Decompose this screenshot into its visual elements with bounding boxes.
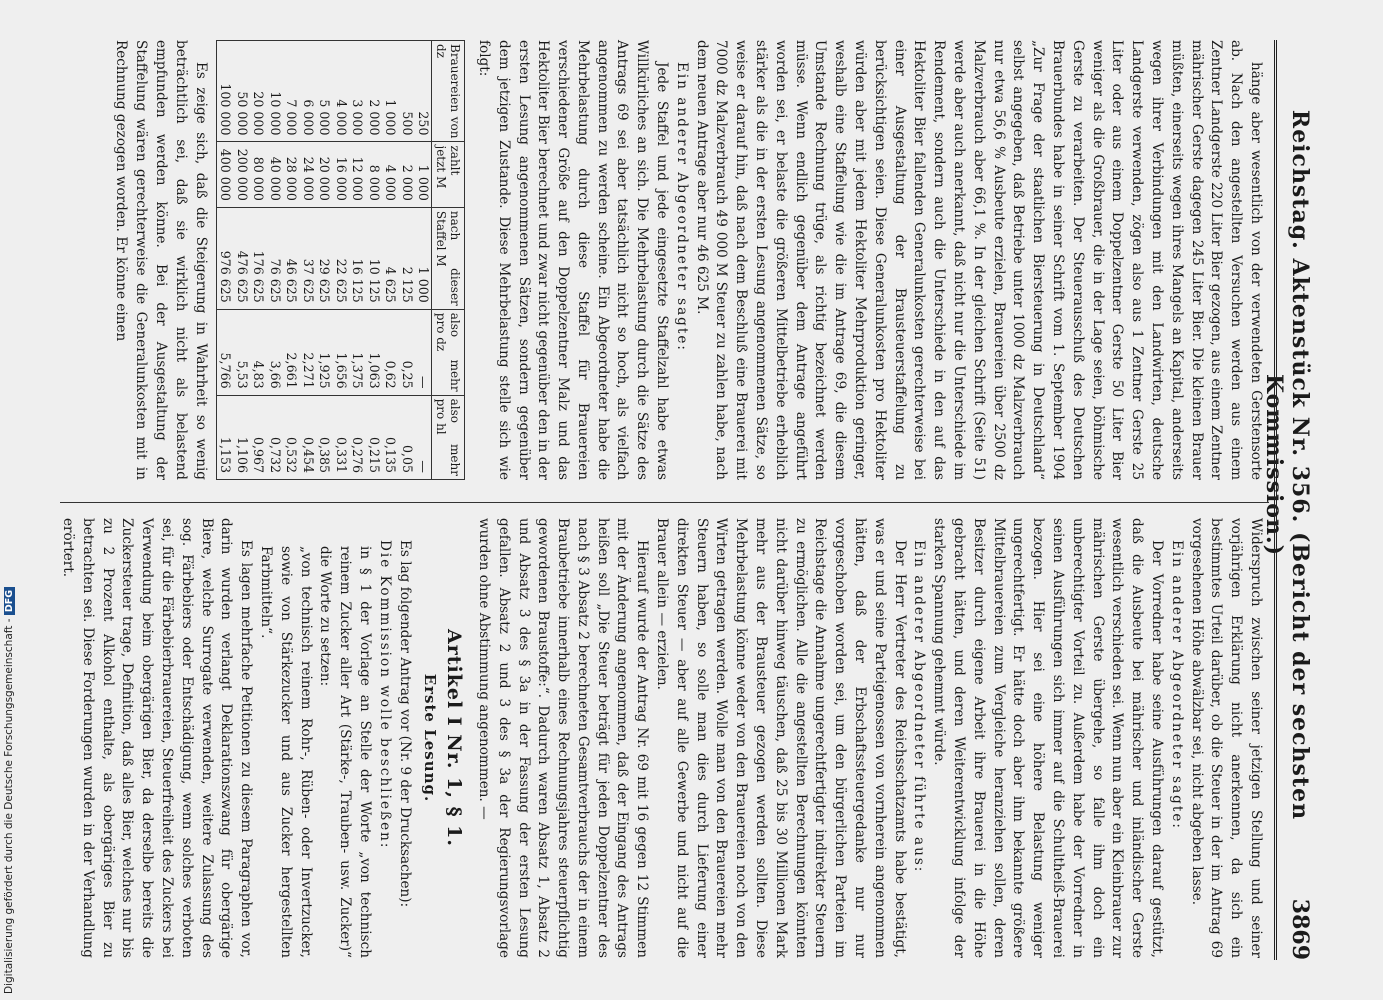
table-cell: 0,215 (365, 395, 382, 479)
table-cell: 20 000 (250, 41, 267, 142)
page-number: 3869 (1287, 898, 1313, 960)
table-cell: 40 000 (266, 142, 283, 207)
paragraph: Ein anderer Abgeordneter sagte: (1168, 540, 1185, 830)
table-cell: 28 000 (283, 142, 300, 207)
table-cell: — (415, 395, 432, 479)
table-cell: 10 000 (266, 41, 283, 142)
table-row (332, 41, 349, 480)
text-column-right (59, 518, 1265, 958)
table-cell: 0,732 (266, 395, 283, 479)
table-cell: 6 000 (299, 41, 316, 142)
table-cell: 22 625 (332, 207, 349, 309)
table-cell: 0,62 (382, 309, 399, 395)
table-cell: 250 (415, 41, 432, 142)
table-cell: 1 000 (382, 41, 399, 142)
table-cell: 2,271 (299, 309, 316, 395)
text-column-left (70, 40, 1265, 480)
table-cell: 5,766 (216, 309, 233, 395)
table-cell: 12 000 (349, 142, 366, 207)
table-cell: 200 000 (233, 142, 250, 207)
paragraph: Der Herr Vertreter des Reichsschatzamts habe bestätigt, was er und seine Parteigenossen von vornherein angenommen hätten, daß der Erbschaftssteuergedanke nur nur vorgeschoben worden sei, um den bürgerlichen Parteien im Reichstage die Annahme ungerechtfertigter indirekter Steuern zu ermöglichen. Alle die angestellten Berechnungen könnten nicht darüber hinweg täuschen, daß 25 bis 30 Millionen Mark mehr aus der Brausteuer gezogen werden sollten. Diese Mehrbelastung könne weder von den Brauereien noch von den Wirten getragen werden. Wolle man von den Brauereien mehr Steuern haben, so solle man dies durch Lieferung einer direkten Steuer — aber auf alle Gewerbe und nicht auf die Brauer allein — erzielen. (654, 518, 908, 958)
table-cell: 76 625 (266, 207, 283, 309)
paragraph: Der Vorredner habe seine Ausführungen darauf gestützt, daß die Ausbeute bei mährischer und inländischer Gerste wesentlich verschieden sei. Wenn nun aber ein Kleinbrauer zur mährischen Gerste übergehe, so falle ihm doch ein unberechtigter Vorteil zu. Außerdem habe der Vorredner in seinen Ausführungen sich immer auf die Schultheiß-Brauerei bezogen. Hier sei eine höhere Belastung weniger ungerechtfertigt. Er hätte doch aber ihm bekannte größere Mittelbrauereien zum Vergleiche heranziehen sollen, deren Besitzer durch eigene Arbeit ihre Brauerei in die Höhe gebracht hätten, und deren Weiterentwicklung infolge der starken Spannung gehemmt würde. (931, 518, 1166, 958)
table-row (250, 41, 267, 480)
table-cell: 976 625 (216, 207, 233, 309)
table-header: zahlt jetzt M (432, 142, 465, 207)
paragraph: hänge aber wesentlich von der verwendeten Gerstensorte ab. Nach den angestellten Versuchen werden aus einem Zentner Landgerste 220 Liter Bier gezogen, aus einem Zentner mährischer Gerste dagegen 245 Liter Bier. Die kleinen Brauer müßten, einerseits wegen ihres Mangels an Kapital, anderseits wegen ihrer Verbindungen mit den Landwirten, deutsche Landgerste verwenden, zögen also aus 1 Zentner Gerste 25 Liter oder aus einem Doppelzentner Gerste 50 Liter Bier weniger als die Großbrauer, die in der Lage seien, böhmische Gerste zu verarbeiten. Der Steuerausschuß des Deutschen Brauerbundes habe in seiner Schrift vom 1. September 1904 „Zur Frage der staatlichen Biersteuerung in Deutschland“ selbst angegeben, daß Betriebe unter 1000 dz Malzverbrauch nur etwa 56,6 % Ausbeute erzielen, Brauereien über 2500 dz Malzverbrauch aber 66,1 %. In der gleichen Schrift (Seite 51) werde aber auch anerkannt, daß nicht nur die Unterschiede im Rendement, sondern auch die Unterschiede in den auf das Hektoliter Bier fallenden Generalunkosten gerechterweise bei einer Ausgestaltung der Brausteuerstaffelung zu berücksichtigen seien. Diese Generalunkosten pro Hektoliter würden aber mit jedem Hektoliter Mehrproduktion geringer, weshalb eine Staffelung wie die im Antrage 69, die diesem Umstande Rechnung trüge, als richtig bezeichnet werden müsse. Wenn endlich gegenüber dem Antrage angeführt worden sei, er belaste die größeren Mittelbetriebe erheblich stärker als die in der ersten Lesung angenommenen Sätze, so weise er darauf hin, daß nach dem Beschluß eine Brauerei mit 7000 dz Malzverbrauch 49 000 M Steuer zu zahlen habe, nach dem neuen Antrage aber nur 46 625 M. (693, 40, 1264, 480)
credit-text: Digitalisierung gefördert durch die Deutsche Forschungsgemeinschaft - (3, 618, 15, 994)
table-cell: 2 125 (398, 207, 415, 309)
table-header: also mehr pro dz (432, 309, 465, 395)
column-divider (60, 502, 1269, 503)
table-cell: 0,454 (299, 395, 316, 479)
table-cell: 24 000 (299, 142, 316, 207)
digitization-credit (3, 589, 19, 994)
table-row (398, 41, 415, 480)
dfg-logo-icon: DFG (4, 587, 15, 615)
table-cell: 0,276 (349, 395, 366, 479)
table-row (216, 41, 233, 480)
table-cell: — (415, 309, 432, 395)
table-cell: 0,25 (398, 309, 415, 395)
paragraph: in § 1 der Vorlage an Stelle der Worte „von technisch reinem Zucker aller Art (Stärke-, Trauben- usw. Zucker)“ die Worte zu setzen: (317, 546, 373, 958)
credit-line (3, 589, 19, 994)
table-row (382, 41, 399, 480)
table-header: also mehr pro hl (432, 395, 465, 479)
article-heading: Artikel I Nr. 1, § 1. (443, 628, 466, 848)
header-title: Reichstag. Aktenstück Nr. 356. (Bericht der sechsten Kommission.) (1261, 109, 1313, 821)
table-cell: 1 000 (415, 142, 432, 207)
table-cell: 0,05 (398, 395, 415, 479)
table-cell: 10 125 (365, 207, 382, 309)
table-row (266, 41, 283, 480)
table-row (283, 41, 300, 480)
table-cell: 16 125 (349, 207, 366, 309)
table-cell: 0,135 (382, 395, 399, 479)
table-row (365, 41, 382, 480)
page-header (1261, 40, 1315, 960)
table-cell: 0,532 (283, 395, 300, 479)
table-cell: 3 000 (349, 41, 366, 142)
paragraph: Es zeige sich, daß die Steigerung in Wahrheit so wenig beträchtlich sei, daß sie wirklich nicht als belastend empfunden werden könne. Bei der Ausgestaltung der Staffelung wären gerechterweise die Generalunkosten mit in Rechnung gezogen worden. Er könne einen (113, 40, 209, 480)
table-cell: 4 000 (332, 41, 349, 142)
table-cell: 0,385 (316, 395, 333, 479)
table-cell: 8 000 (365, 142, 382, 207)
table-cell: 500 (398, 41, 415, 142)
table-cell: 2 000 (398, 142, 415, 207)
table-body (216, 41, 432, 480)
paragraph: „von technisch reinem Rohr-, Rüben- oder Invertzucker, sowie von Stärkezucker und aus Zucker hergestellten Farbmitteln“. (257, 546, 314, 958)
table-cell: 5 000 (316, 41, 333, 142)
brewery-tax-table (216, 40, 466, 480)
paragraph: Hierauf wurde der Antrag Nr. 69 mit 16 gegen 12 Stimmen mit der Änderung angenommen, daß der Eingang des Antrags heißen soll „Die Steuer beträgt für jeden Doppelzentner des nach § 3 Absatz 2 berechneten Gesamtverbrauchs der in einem Braubetriebe innerhalb eines Rechnungsjahres steuerpflichtig gewordenen Braustoffe:“. Dadurch waren Absatz 1, Absatz 2 und Absatz 3 des § 3a in der Fassung der ersten Lesung gefallen. Absatz 2 und 3 des § 3a der Regierungsvorlage wurden ohne Abstimmung angenommen. — (475, 518, 651, 958)
table-cell: 29 625 (316, 207, 333, 309)
table-row (349, 41, 366, 480)
paragraph: Widerspruch zwischen seiner jetzigen Stellung und seiner vorjährigen Erklärung nicht anerkennen, da sich ein bestimmtes Urteil darüber, ob die Steuer in der im Antrag 69 vorgesehenen Höhe abwälzbar sei, nicht abgeben lasse. (1188, 518, 1264, 958)
table-cell: 37 625 (299, 207, 316, 309)
table-row (299, 41, 316, 480)
table-cell: 46 625 (283, 207, 300, 309)
table-cell: 400 000 (216, 142, 233, 207)
table-cell: 3,66 (266, 309, 283, 395)
table-cell: 1,153 (216, 395, 233, 479)
table-cell: 20 000 (316, 142, 333, 207)
table-cell: 1 000 (415, 207, 432, 309)
paragraph: Ein anderer Abgeordneter führte aus: (911, 540, 928, 874)
paragraph: Die Kommission wolle beschließen: (376, 540, 393, 850)
table-cell: 0,331 (332, 395, 349, 479)
table-cell: 50 000 (233, 41, 250, 142)
table-row (415, 41, 432, 480)
table-header: Brauereien von dz (432, 41, 465, 142)
table-row (316, 41, 333, 480)
paragraph: Es lag folgender Antrag vor (Nr. 9 der Drucksachen): (396, 540, 413, 908)
table-cell: 176 625 (250, 207, 267, 309)
table-cell: 2,661 (283, 309, 300, 395)
table-cell: 0,967 (250, 395, 267, 479)
table-cell: 7 000 (283, 41, 300, 142)
table-cell: 476 625 (233, 207, 250, 309)
table-cell: 4 000 (382, 142, 399, 207)
table-cell: 4,83 (250, 309, 267, 395)
paragraph: Ein anderer Abgeordneter sagte: (673, 62, 690, 352)
table-header: nach dieser Staffel M (432, 207, 465, 309)
paragraph: Es lagen mehrfache Petitionen zu diesem Paragraphen vor, darin wurden verlangt Deklarationszwang für obergärige Biere, welche Surrogate verwenden, weitere Zulassung des sog. Färbebiers oder Entschädigung, wenn solches verboten sei, für die Färbebierbrauereien, Steuerfreiheit des Zuckers bei Verwendung beim obergärigen Bier, da derselbe bereits die Zuckersteuer trage, Definition, daß alles Bier, welches nur bis zu 2 Prozent Alkohol enthalte, als obergäriges Bier zu betrachten sei. Diese Forderungen wurden in der Verhandlung erörtert. (59, 518, 255, 958)
table-cell: 1,375 (349, 309, 366, 395)
header-rule (1274, 40, 1277, 960)
paragraph: Jede Staffel und jede eingesetzte Staffelzahl habe etwas Willkürliches an sich. Die Mehrbelastung durch die Sätze des Antrags 69 sei aber tatsächlich nicht so hoch, als vielfach angenommen zu werden scheine. Ein Abgeordneter habe die Mehrbelastung durch diese Staffel für Brauereien verschiedener Größe auf den Doppelzentner Malz und das Hektoliter Bier berechnet und zwar nicht gegenüber den in der ersten Lesung angenommenen Sätzen, sondern gegenüber dem jetzigen Zustande. Diese Mehrbelastung stelle sich wie folgt: (475, 40, 671, 480)
table-cell: 80 000 (250, 142, 267, 207)
table-cell: 1,925 (316, 309, 333, 395)
table-cell: 1,656 (332, 309, 349, 395)
table-cell: 1,106 (233, 395, 250, 479)
table-row (233, 41, 250, 480)
table-cell: 4 625 (382, 207, 399, 309)
table-cell: 5,53 (233, 309, 250, 395)
table-cell: 16 000 (332, 142, 349, 207)
table-cell: 1,063 (365, 309, 382, 395)
table-cell: 100 000 (216, 41, 233, 142)
reading-heading: Erste Lesung. (421, 673, 440, 803)
table-cell: 2 000 (365, 41, 382, 142)
